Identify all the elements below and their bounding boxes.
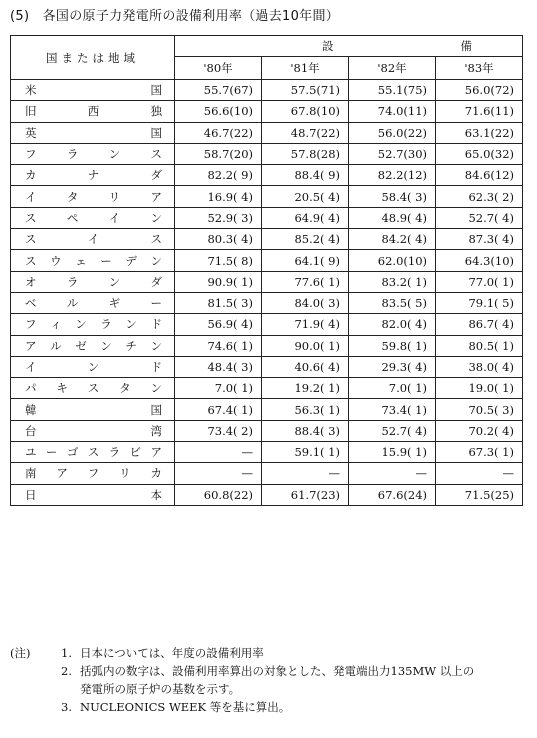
value-cell: 19.0( 1) xyxy=(436,378,523,399)
value-cell: 56.6(10) xyxy=(175,101,262,122)
value-cell: — xyxy=(175,463,262,484)
country-char: リ xyxy=(108,189,121,204)
note-row xyxy=(10,644,474,662)
country-char: ラ xyxy=(100,317,112,332)
value-cell: 70.2( 4) xyxy=(436,420,523,441)
country-char: 南 xyxy=(25,466,37,481)
table-row xyxy=(11,271,523,292)
country-cell xyxy=(11,101,175,122)
value-cell: 87.3( 4) xyxy=(436,229,523,250)
table-row xyxy=(11,186,523,207)
value-cell: 7.0( 1) xyxy=(175,378,262,399)
country-char: ン xyxy=(75,317,87,332)
country-char: ス xyxy=(25,253,37,268)
note-row xyxy=(10,662,474,680)
country-char: ー xyxy=(100,253,112,268)
table-row xyxy=(11,420,523,441)
country-cell xyxy=(11,378,175,399)
value-cell: 82.2(12) xyxy=(349,165,436,186)
value-cell: 59.8( 1) xyxy=(349,335,436,356)
country-char: フ xyxy=(25,147,37,162)
country-cell xyxy=(11,420,175,441)
value-cell: 77.6( 1) xyxy=(262,271,349,292)
country-char: 国 xyxy=(150,402,162,417)
table-header-row-1 xyxy=(11,36,523,57)
value-cell: 79.1( 5) xyxy=(436,292,523,313)
country-char: タ xyxy=(66,189,79,204)
value-cell: 74.0(11) xyxy=(349,101,436,122)
country-char: ウ xyxy=(50,253,62,268)
value-cell: 74.6( 1) xyxy=(175,335,262,356)
country-cell xyxy=(11,271,175,292)
utilization-table xyxy=(10,35,523,506)
country-char: 韓 xyxy=(25,402,37,417)
year-header: '82年 xyxy=(349,57,436,80)
country-char: ア xyxy=(150,189,162,204)
country-cell xyxy=(11,229,175,250)
table-row xyxy=(11,229,523,250)
country-char: 独 xyxy=(150,104,162,119)
value-cell: 15.9( 1) xyxy=(349,442,436,463)
value-cell: 85.2( 4) xyxy=(262,229,349,250)
group-header-char: 備 xyxy=(460,39,472,53)
country-char: オ xyxy=(25,274,37,289)
value-cell: 83.5( 5) xyxy=(349,292,436,313)
note-text: 発電所の原子炉の基数を示す。 xyxy=(80,682,241,696)
value-cell: 60.8(22) xyxy=(175,484,262,505)
value-cell: 86.7( 4) xyxy=(436,314,523,335)
country-char: 英 xyxy=(25,125,37,140)
country-char: カ xyxy=(25,168,37,183)
country-char: フ xyxy=(25,317,37,332)
country-char: ユ xyxy=(25,445,37,460)
value-cell: 88.4( 9) xyxy=(262,165,349,186)
value-cell: 77.0( 1) xyxy=(436,271,523,292)
table-row xyxy=(11,314,523,335)
country-char: ア xyxy=(150,445,162,460)
country-char: タ xyxy=(119,381,131,396)
value-cell: 70.5( 3) xyxy=(436,399,523,420)
country-char: ス xyxy=(150,232,162,247)
country-cell xyxy=(11,399,175,420)
note-text: 括弧内の数字は、設備利用率算出の対象とした、発電端出力135MW 以上の xyxy=(80,664,475,678)
value-cell: 90.9( 1) xyxy=(175,271,262,292)
value-cell: 52.7(30) xyxy=(349,143,436,164)
note-row xyxy=(10,698,474,716)
value-cell: — xyxy=(175,442,262,463)
country-char: 台 xyxy=(25,423,37,438)
table-row xyxy=(11,165,523,186)
value-cell: 19.2( 1) xyxy=(262,378,349,399)
year-header: '81年 xyxy=(262,57,349,80)
country-cell xyxy=(11,165,175,186)
country-cell xyxy=(11,292,175,313)
country-char: 本 xyxy=(150,487,162,502)
year-header: '83年 xyxy=(436,57,523,80)
country-char: ー xyxy=(150,296,162,311)
note-number: 2. xyxy=(61,664,72,678)
value-cell: 64.3(10) xyxy=(436,250,523,271)
value-cell: 20.5( 4) xyxy=(262,186,349,207)
country-char: ラ xyxy=(66,147,79,162)
country-cell xyxy=(11,356,175,377)
country-char: イ xyxy=(25,360,37,374)
note-text: 日本については、年度の設備利用率 xyxy=(80,646,264,660)
value-cell: 67.3( 1) xyxy=(436,442,523,463)
country-cell xyxy=(11,143,175,164)
country-char: ス xyxy=(87,381,100,396)
country-char: ビ xyxy=(129,445,142,460)
value-cell: 82.2( 9) xyxy=(175,165,262,186)
country-cell xyxy=(11,207,175,228)
country-char: ド xyxy=(150,360,162,374)
value-cell: 61.7(23) xyxy=(262,484,349,505)
country-char: ン xyxy=(87,360,100,374)
value-cell: 16.9( 4) xyxy=(175,186,262,207)
value-cell: 81.5( 3) xyxy=(175,292,262,313)
country-char: 旧 xyxy=(25,104,37,119)
value-cell: 55.1(75) xyxy=(349,80,436,101)
country-char: イ xyxy=(25,189,37,204)
country-cell xyxy=(11,463,175,484)
note-text: NUCLEONICS WEEK 等を基に算出。 xyxy=(80,700,291,714)
value-cell: 46.7(22) xyxy=(175,122,262,143)
country-char: 湾 xyxy=(150,423,162,438)
value-cell: 38.0( 4) xyxy=(436,356,523,377)
table-row xyxy=(11,143,523,164)
country-char: ン xyxy=(108,147,121,162)
value-cell: 52.9( 3) xyxy=(175,207,262,228)
country-cell xyxy=(11,80,175,101)
page-title: (5) 各国の原子力発電所の設備利用率（過去10年間） xyxy=(10,9,340,24)
value-cell: 71.5(25) xyxy=(436,484,523,505)
value-cell: 64.1( 9) xyxy=(262,250,349,271)
country-char: ス xyxy=(25,232,37,247)
table-body xyxy=(11,80,523,506)
country-char: ン xyxy=(150,338,162,353)
value-cell: 58.4( 3) xyxy=(349,186,436,207)
value-cell: 48.7(22) xyxy=(262,122,349,143)
country-cell xyxy=(11,122,175,143)
value-cell: 57.8(28) xyxy=(262,143,349,164)
value-cell: 84.0( 3) xyxy=(262,292,349,313)
country-char: パ xyxy=(25,381,37,396)
country-char: ペ xyxy=(66,210,79,225)
value-cell: 64.9( 4) xyxy=(262,207,349,228)
country-char: ド xyxy=(150,317,162,332)
note-number xyxy=(48,680,80,698)
country-char: ベ xyxy=(25,296,37,311)
value-cell: 56.0(72) xyxy=(436,80,523,101)
table-row xyxy=(11,442,523,463)
country-char: リ xyxy=(119,466,131,481)
country-cell xyxy=(11,250,175,271)
country-char: ギ xyxy=(108,296,121,311)
country-char: ン xyxy=(125,317,137,332)
table-row xyxy=(11,122,523,143)
value-cell: 84.2( 4) xyxy=(349,229,436,250)
country-char: ル xyxy=(66,296,79,311)
value-cell: — xyxy=(436,463,523,484)
value-cell: 83.2( 1) xyxy=(349,271,436,292)
country-char: イ xyxy=(87,232,100,247)
value-cell: 73.4( 1) xyxy=(349,399,436,420)
note-number: 3. xyxy=(61,700,72,714)
country-cell xyxy=(11,335,175,356)
country-char: 日 xyxy=(25,487,37,502)
value-cell: 56.3( 1) xyxy=(262,399,349,420)
country-column-header: 国または地域 xyxy=(11,36,175,80)
country-char: ゼ xyxy=(75,338,87,353)
value-cell: 59.1( 1) xyxy=(262,442,349,463)
country-char: カ xyxy=(150,466,162,481)
country-char: デ xyxy=(125,253,137,268)
country-char: ダ xyxy=(150,274,162,289)
value-cell: 73.4( 2) xyxy=(175,420,262,441)
country-cell xyxy=(11,186,175,207)
country-char: ィ xyxy=(50,317,62,332)
value-cell: — xyxy=(349,463,436,484)
table-row xyxy=(11,207,523,228)
country-char: ス xyxy=(87,445,100,460)
country-char: ゴ xyxy=(66,445,79,460)
country-char: ア xyxy=(56,466,68,481)
country-cell xyxy=(11,314,175,335)
country-cell xyxy=(11,484,175,505)
value-cell: 80.5( 1) xyxy=(436,335,523,356)
country-char: ン xyxy=(108,274,121,289)
value-cell: 80.3( 4) xyxy=(175,229,262,250)
table-row xyxy=(11,484,523,505)
table-row xyxy=(11,463,523,484)
value-cell: 88.4( 3) xyxy=(262,420,349,441)
country-char: 米 xyxy=(25,83,37,98)
value-cell: 29.3( 4) xyxy=(349,356,436,377)
note-number: 1. xyxy=(61,646,72,660)
table-row xyxy=(11,399,523,420)
value-cell: 62.3( 2) xyxy=(436,186,523,207)
value-cell: 65.0(32) xyxy=(436,143,523,164)
country-char: フ xyxy=(87,466,100,481)
country-char: ア xyxy=(25,338,37,353)
year-header: '80年 xyxy=(175,57,262,80)
value-cell: 67.4( 1) xyxy=(175,399,262,420)
value-cell: 71.5( 8) xyxy=(175,250,262,271)
value-cell: 57.5(71) xyxy=(262,80,349,101)
notes-label: (注) xyxy=(10,646,31,660)
value-cell: 56.0(22) xyxy=(349,122,436,143)
table-row xyxy=(11,80,523,101)
country-char: ナ xyxy=(87,168,100,183)
table-row xyxy=(11,250,523,271)
value-cell: 67.6(24) xyxy=(349,484,436,505)
country-char: ー xyxy=(45,445,58,460)
country-char: ラ xyxy=(108,445,121,460)
value-cell: 48.4( 3) xyxy=(175,356,262,377)
country-char: ン xyxy=(150,210,162,225)
country-char: ダ xyxy=(150,168,162,183)
country-char: ル xyxy=(50,338,62,353)
country-char: ン xyxy=(150,381,162,396)
table-row xyxy=(11,101,523,122)
value-cell: 55.7(67) xyxy=(175,80,262,101)
table-row xyxy=(11,356,523,377)
country-char: ン xyxy=(150,253,162,268)
table-row xyxy=(11,335,523,356)
country-char: ン xyxy=(100,338,112,353)
table-row xyxy=(11,292,523,313)
value-cell: 56.9( 4) xyxy=(175,314,262,335)
value-cell: 52.7( 4) xyxy=(436,207,523,228)
value-cell: 52.7( 4) xyxy=(349,420,436,441)
note-row xyxy=(10,680,474,698)
country-char: 国 xyxy=(150,125,162,140)
value-cell: 84.6(12) xyxy=(436,165,523,186)
value-cell: 90.0( 1) xyxy=(262,335,349,356)
country-char: チ xyxy=(125,338,137,353)
value-cell: 48.9( 4) xyxy=(349,207,436,228)
value-cell: 40.6( 4) xyxy=(262,356,349,377)
country-char: イ xyxy=(108,210,121,225)
country-char: ス xyxy=(150,147,162,162)
value-cell: 67.8(10) xyxy=(262,101,349,122)
value-cell: 63.1(22) xyxy=(436,122,523,143)
country-char: ェ xyxy=(75,253,87,268)
country-char: ス xyxy=(25,210,37,225)
country-char: ラ xyxy=(66,274,79,289)
group-header-char: 設 xyxy=(322,39,334,53)
value-cell: — xyxy=(262,463,349,484)
country-char: 国 xyxy=(150,83,162,98)
group-header xyxy=(175,36,523,57)
value-cell: 58.7(20) xyxy=(175,143,262,164)
table-row xyxy=(11,378,523,399)
value-cell: 7.0( 1) xyxy=(349,378,436,399)
notes xyxy=(10,644,474,716)
country-cell xyxy=(11,442,175,463)
value-cell: 71.9( 4) xyxy=(262,314,349,335)
country-char: 西 xyxy=(87,104,100,119)
country-char: キ xyxy=(56,381,68,396)
value-cell: 82.0( 4) xyxy=(349,314,436,335)
value-cell: 62.0(10) xyxy=(349,250,436,271)
value-cell: 71.6(11) xyxy=(436,101,523,122)
